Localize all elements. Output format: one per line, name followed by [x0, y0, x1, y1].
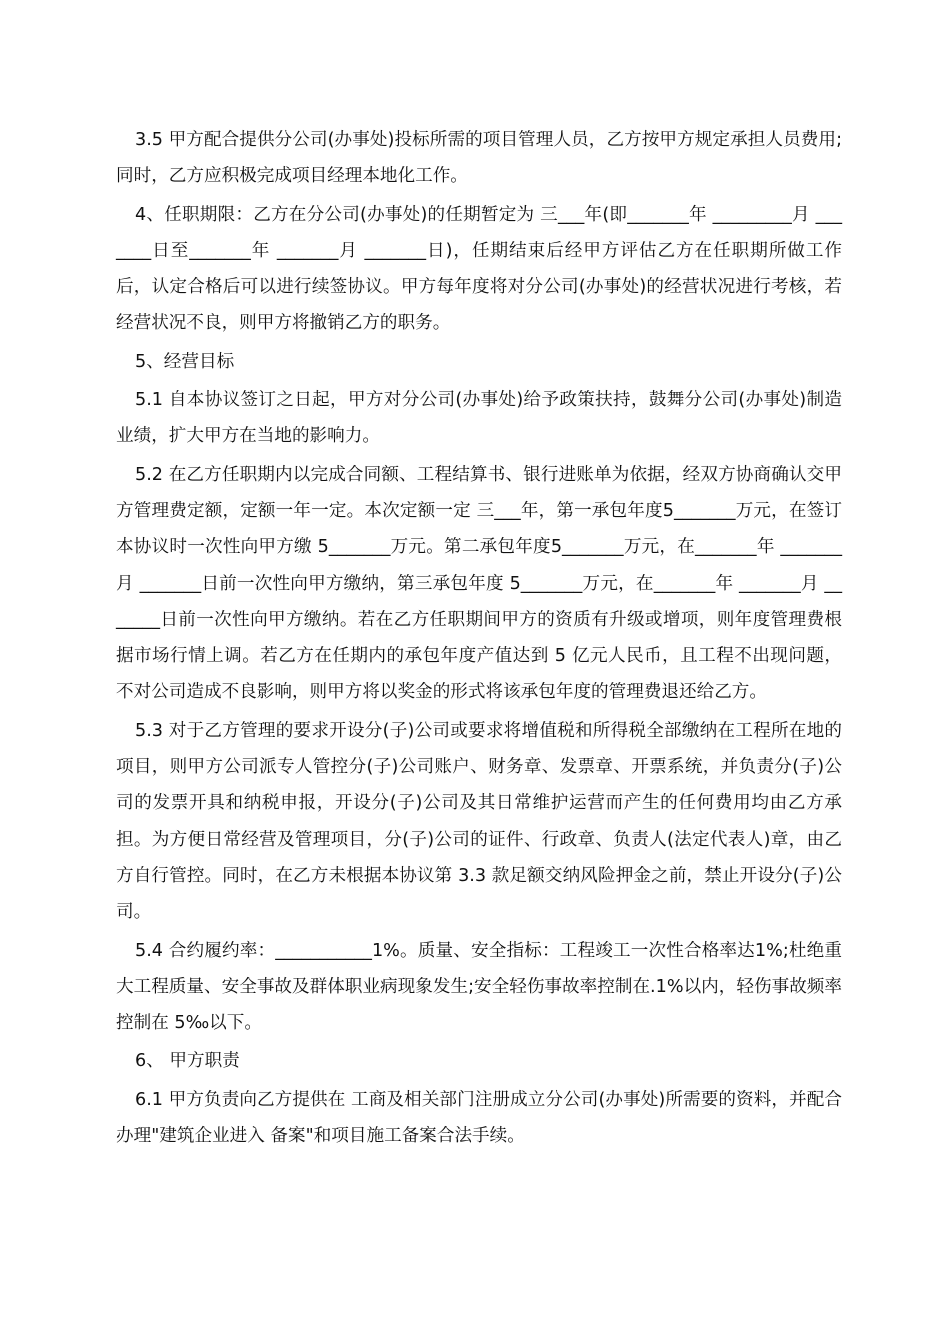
- section-heading-6: 6、 甲方职责: [135, 1051, 240, 1072]
- section-heading-5: 5、经营目标: [135, 351, 235, 372]
- document-page: [116, 122, 842, 1156]
- paragraph-5-1: 5.1 自本协议签订之日起，甲方对分公司(办事处)给予政策扶持，鼓舞分公司(办事处)制造业绩，扩大甲方在当地的影响力。: [116, 390, 842, 447]
- paragraph-4-term: 4、任职期限：乙方在分公司(办事处)的任期暂定为 三___年(即_______年 _________月 _______日至_______年 _______月 _______日)，任期结束后经甲方评估乙方在任职期所做工作后，认定合格后可以进行续签协议。甲方每年度将对分公司(办事处)的经营状况进行考核，若经营状况不良，则甲方将撤销乙方的职务。: [116, 204, 842, 334]
- paragraph-6-1: 6.1 甲方负责向乙方提供在 工商及相关部门注册成立分公司(办事处)所需要的资料，并配合办理"建筑企业进入 备案"和项目施工备案合法手续。: [116, 1089, 842, 1147]
- paragraph-5-2: 5.2 在乙方任职期内以完成合同额、工程结算书、银行进账单为依据，经双方协商确认交甲方管理费定额，定额一年一定。本次定额一定 三___年，第一承包年度5_______万元，在签订本协议时一次性向甲方缴 5_______万元。第二承包年度5_______万元，在_______年 _______月 _______日前一次性向甲方缴纳，第三承包年度 5_______万元，在_______年 _______月 _______日前一次性向甲方缴纳。若在乙方任职期间甲方的资质有升级或增项，则年度管理费根据市场行情上调。若乙方在任期内的承包年度产值达到 5 亿元人民币，且工程不出现问题，不对公司造成不良影响，则甲方将以奖金的形式将该承包年度的管理费退还给乙方。: [116, 464, 842, 703]
- paragraph-5-4: 5.4 合约履约率：___________1%。质量、安全指标：工程竣工一次性合格率达1%;杜绝重大工程质量、安全事故及群体职业病现象发生;安全轻伤事故率控制在.1%以内，轻伤事故频率控制在 5‰以下。: [116, 940, 842, 1034]
- paragraph-3-5: 3.5 甲方配合提供分公司(办事处)投标所需的项目管理人员，乙方按甲方规定承担人员费用;同时，乙方应积极完成项目经理本地化工作。: [116, 130, 842, 187]
- paragraph-5-3: 5.3 对于乙方管理的要求开设分(子)公司或要求将增值税和所得税全部缴纳在工程所在地的项目，则甲方公司派专人管控分(子)公司账户、财务章、发票章、开票系统，并负责分(子)公司的发票开具和纳税申报，开设分(子)公司及其日常维护运营而产生的任何费用均由乙方承担。为方便日常经营及管理项目，分(子)公司的证件、行政章、负责人(法定代表人)章，由乙方自行管控。同时，在乙方未根据本协议第 3.3 款足额交纳风险押金之前，禁止开设分(子)公司。: [116, 720, 842, 923]
